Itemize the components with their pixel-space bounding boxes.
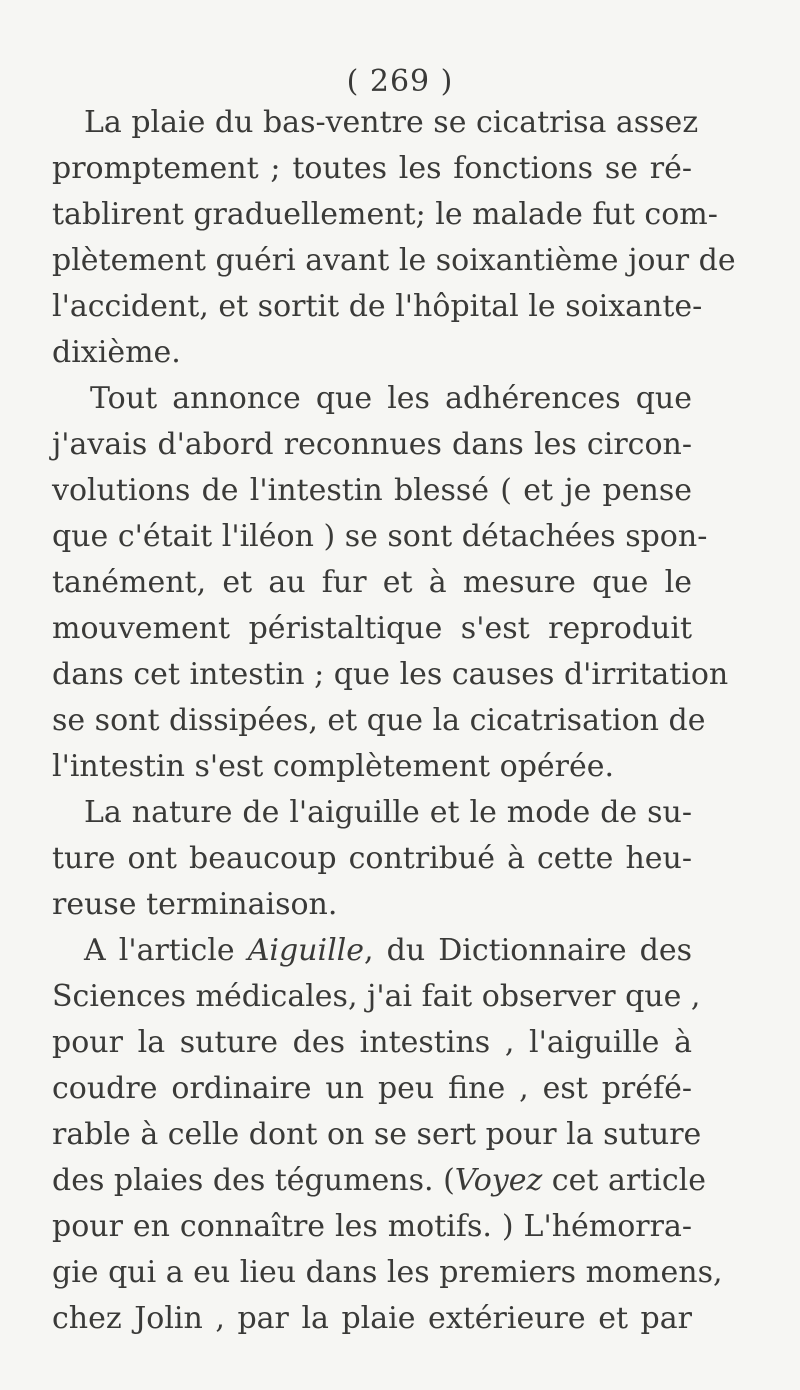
text-line: gie qui a eu lieu dans les premiers momens, xyxy=(52,1255,723,1290)
text-line: l'accident, et sortit de l'hôpital le soixante- xyxy=(52,289,703,324)
text-fragment: des plaies des tégumens. ( xyxy=(52,1163,455,1198)
text-line: tablirent graduellement; le malade fut com- xyxy=(52,197,718,232)
text-line: tanément, et au fur et à mesure que le xyxy=(52,565,692,600)
page-number: ( 269 ) xyxy=(346,64,454,99)
text-line: Tout annonce que les adhérences que xyxy=(90,381,692,416)
text-fragment: , du Dictionnaire des xyxy=(364,933,693,968)
text-line: plètement guéri avant le soixantième jour de xyxy=(52,243,736,278)
text-line: pour la suture des intestins , l'aiguille à xyxy=(52,1025,692,1060)
text-line xyxy=(52,1158,706,1204)
text-line: chez Jolin , par la plaie extérieure et par xyxy=(52,1301,692,1336)
text-line: promptement ; toutes les fonctions se ré- xyxy=(52,151,692,186)
text-line: ture ont beaucoup contribué à cette heu- xyxy=(52,841,692,876)
text-line: dans cet intestin ; que les causes d'irritation xyxy=(52,657,729,692)
text-line: coudre ordinaire un peu fine , est préfé- xyxy=(52,1071,692,1106)
text-line: Sciences médicales, j'ai fait observer que , xyxy=(52,979,701,1014)
text-line: mouvement péristaltique s'est reproduit xyxy=(52,611,692,646)
text-fragment: A l'article xyxy=(84,933,235,968)
text-line: pour en connaître les motifs. ) L'hémorra- xyxy=(52,1209,692,1244)
text-line: que c'était l'iléon ) se sont détachées spon- xyxy=(52,519,708,554)
text-line: La plaie du bas-ventre se cicatrisa assez xyxy=(84,105,699,140)
text-line: La nature de l'aiguille et le mode de su- xyxy=(84,795,692,830)
text-line: dixième. xyxy=(52,335,181,370)
text-line: se sont dissipées, et que la cicatrisation de xyxy=(52,703,706,738)
text-line: j'avais d'abord reconnues dans les circon- xyxy=(52,427,692,462)
italic-term: Voyez xyxy=(454,1163,543,1198)
italic-term: Aiguille xyxy=(247,933,365,968)
text-line: volutions de l'intestin blessé ( et je pense xyxy=(52,473,692,508)
text-line: rable à celle dont on se sert pour la suture xyxy=(52,1117,702,1152)
text-line: l'intestin s'est complètement opérée. xyxy=(52,749,615,784)
text-line: reuse terminaison. xyxy=(52,887,338,922)
text-line xyxy=(52,928,692,974)
body-text xyxy=(52,100,736,1342)
text-fragment: cet article xyxy=(542,1163,706,1198)
